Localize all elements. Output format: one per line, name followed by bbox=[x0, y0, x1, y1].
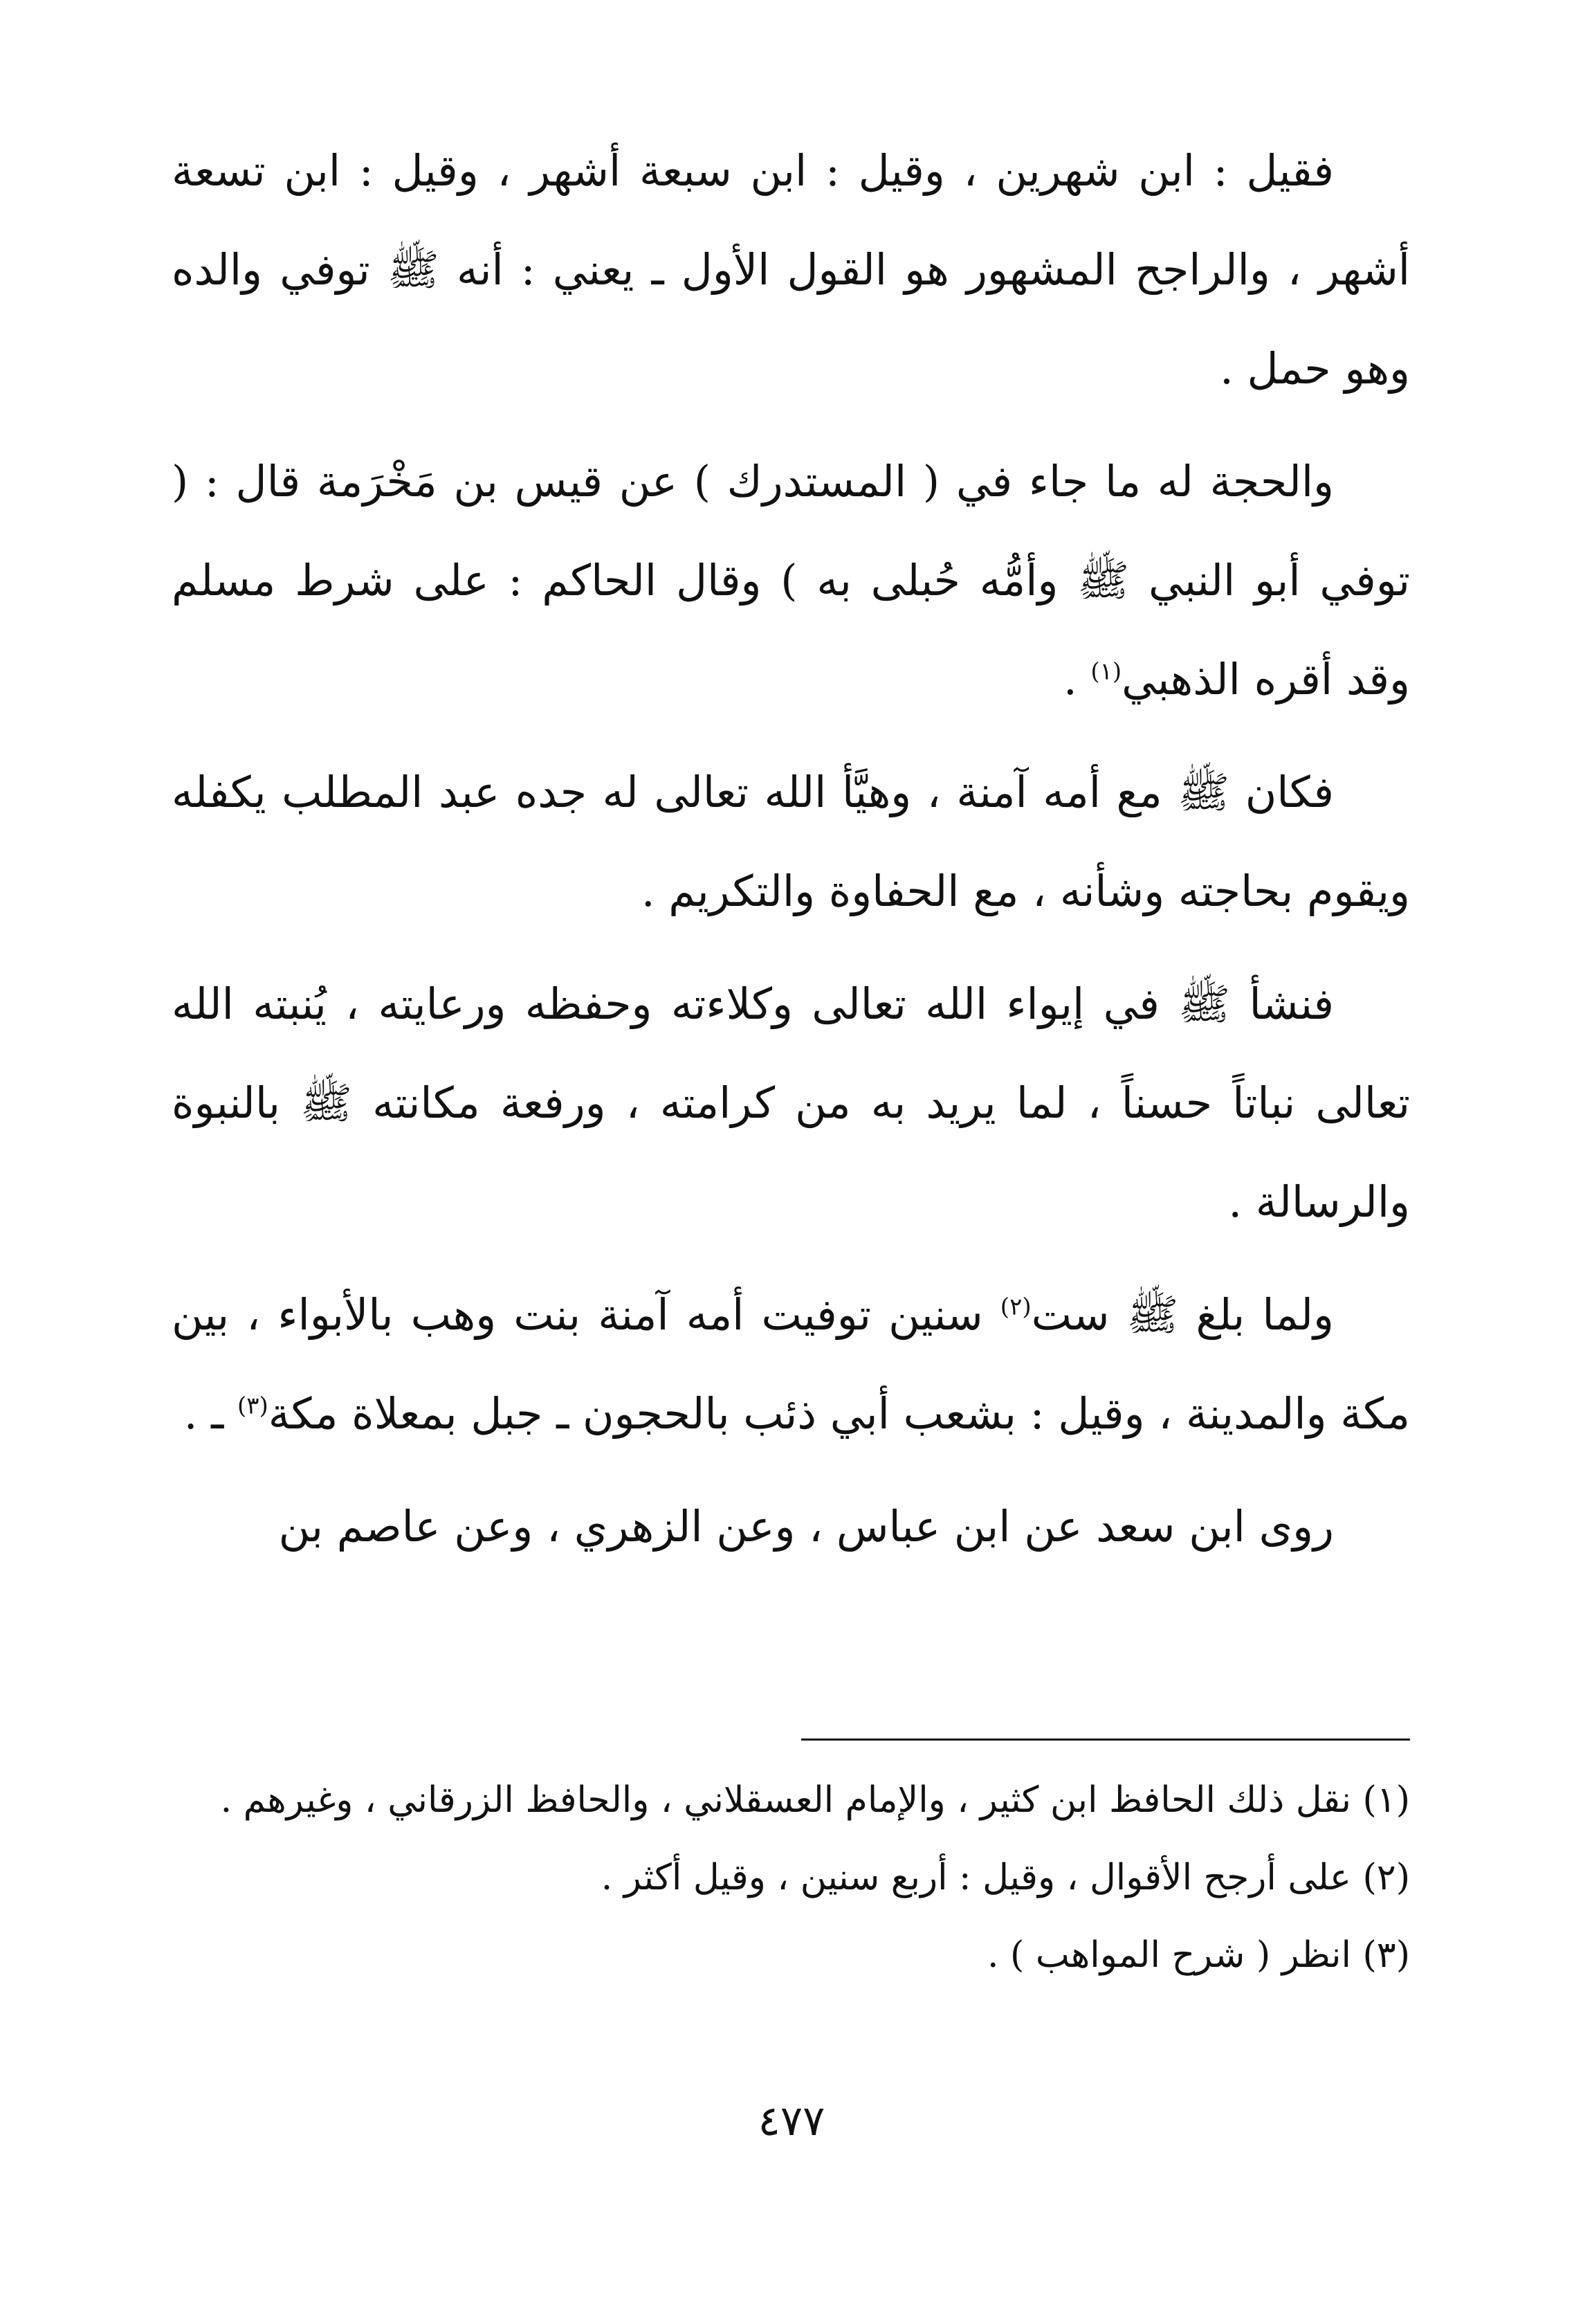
paragraph-5-text-2: سنين توفيت أمه آمنة بنت وهب بالأبواء ، بين مكة والمدينة ، وقيل : بشعب أبي ذئب بالحجون ـ جبل بمعلاة مكة bbox=[172, 1289, 1410, 1439]
paragraph-2 bbox=[172, 432, 1410, 729]
footnote-2: (٢) على أرجح الأقوال ، وقيل : أربع سنين ، وقيل أكثر . bbox=[601, 1857, 1410, 1898]
paragraph-6: روى ابن سعد عن ابن عباس ، وعن الزهري ، وعن عاصم بن bbox=[278, 1501, 1334, 1552]
footnote-ref-1[interactable]: (١) bbox=[1090, 657, 1122, 686]
footnote-ref-2[interactable]: (٢) bbox=[1000, 1293, 1032, 1321]
paragraph-3: فكان ﷺ مع أمه آمنة ، وهيَّأ الله تعالى له جده عبد المطلب يكفله ويقوم بحاجته وشأنه ، مع الحفاوة والتكريم . bbox=[172, 767, 1410, 916]
main-text bbox=[172, 121, 1410, 1590]
footnotes bbox=[172, 1761, 1410, 1994]
paragraph-1: فقيل : ابن شهرين ، وقيل : ابن سبعة أشهر ، وقيل : ابن تسعة أشهر ، والراجح المشهور هو القول الأول ـ يعني : أنه ﷺ توفي والده وهو حمل . bbox=[172, 145, 1410, 394]
paragraph-5 bbox=[172, 1265, 1410, 1463]
footnote-1: (١) نقل ذلك الحافظ ابن كثير ، والإمام العسقلاني ، والحافظ الزرقاني ، وغيرهم . bbox=[220, 1779, 1410, 1821]
paragraph-5-tail: ـ . bbox=[183, 1388, 237, 1439]
paragraph-4: فنشأ ﷺ في إيواء الله تعالى وكلاءته وحفظه ورعايته ، يُنبته الله تعالى نباتاً حسناً ، لما يريد به من كرامته ، ورفعة مكانته ﷺ بالنبوة والرسالة . bbox=[172, 979, 1410, 1227]
paragraph-2-text: والحجة له ما جاء في ( المستدرك ) عن قيس بن مَخْرَمة قال : ( توفي أبو النبي ﷺ وأمُّه حُبلى به ) وقال الحاكم : على شرط مسلم وقد أقره الذهبي bbox=[172, 456, 1410, 705]
footnote-divider bbox=[801, 1739, 1410, 1741]
paragraph-2-tail: . bbox=[1063, 654, 1091, 705]
page-number: ٤٧٧ bbox=[758, 2097, 825, 2145]
footnote-ref-3[interactable]: (٣) bbox=[237, 1392, 268, 1420]
paragraph-5-text: ولما بلغ ﷺ ست bbox=[1031, 1289, 1334, 1340]
footnote-3: (٣) انظر ( شرح المواهب ) . bbox=[987, 1934, 1410, 1976]
